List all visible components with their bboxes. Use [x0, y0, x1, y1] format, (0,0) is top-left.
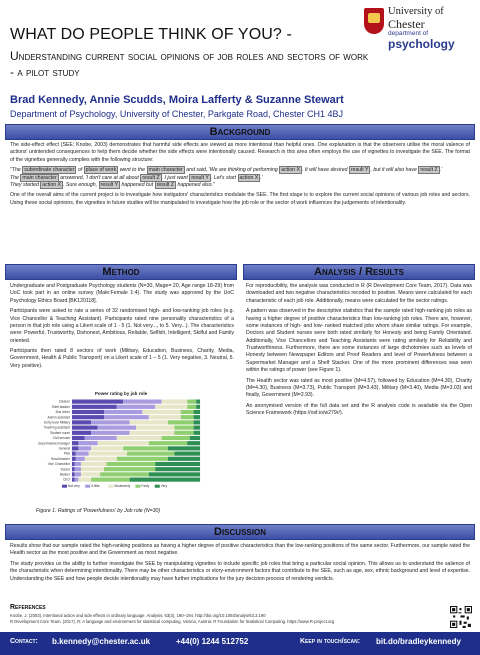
analysis-heading: Analysis / Results [243, 264, 475, 280]
chart-bar-segment [168, 420, 194, 424]
method-section [10, 283, 234, 373]
chart-bar-segment [168, 457, 200, 461]
chart-bar-segment [72, 436, 85, 440]
chart-bar-segment [91, 446, 123, 450]
references-heading: References [10, 604, 46, 611]
chart-bar-segment [130, 420, 168, 424]
chart-category-label: Civil servant [52, 436, 70, 441]
method-p2: Participants were asked to rate a series of 32 randomised high- and low-ranking job roles (e.g. Vice Chancellor & Teaching Assistant). Participants rated nine personality characteristics of a person in that job role using a Likert scale of 1 - 5 (1. Not very..., to 5. Very...). The characteristics were: Powerful, Trustworthy, Dishonest, Ambitious, Reliable, Selfish, Intelligent, Skilful and Family oriented. [10, 308, 234, 344]
analysis-section [246, 283, 472, 420]
chart-category-label: Bus driver [55, 410, 70, 415]
chart-bar-segment [72, 472, 75, 476]
chart-legend-label: A little [91, 484, 100, 489]
hl-place: place of work [85, 167, 117, 174]
chart-bar-segment [72, 420, 91, 424]
chart-bar-segment [194, 415, 200, 419]
contact-email-link[interactable]: b.kennedy@chester.ac.uk [52, 637, 151, 646]
chart-bar-segment [149, 441, 187, 445]
chart-bar-segment [190, 436, 200, 440]
chart-bar-segment [75, 467, 81, 471]
method-p3: Participants then rated 8 sectors of work (Military, Education, Business, Charity, Media, Government, Health & Public Transport) on a Likert scale of 1 – 5 (1. Very negative, 3. Neutral, 5. Very positive). [10, 348, 234, 369]
logo-university-text: University of Chester [388, 6, 444, 31]
chart-bar-segment [81, 467, 104, 471]
qr-code-icon[interactable] [450, 606, 472, 628]
chart-legend-label: Not very [68, 484, 80, 489]
authors: Brad Kennedy, Annie Scudds, Moira Lafferty & Suzanne Stewart [10, 94, 344, 106]
contact-label: Contact: [10, 638, 38, 645]
background-heading: Background [5, 124, 475, 140]
university-logo [364, 6, 474, 54]
chart-bar-segment [81, 462, 107, 466]
background-section [10, 142, 470, 210]
chart-bar-segment [196, 405, 200, 409]
chart-bar-segment [123, 446, 168, 450]
chart-legend-swatch [108, 485, 113, 488]
chart-category-label: Head teacher [50, 456, 70, 461]
chart-bar-segment [123, 400, 161, 404]
vignette-template: "The subordinate character of place of work went to the main character and said, 'We are thinking of performing action X . It will have desired result Y , but it will also have result Z .' The main character answered, 'I don't care at all about result Z . I just want result Y . Let's start action X .' They started action X . Sure enough, result Y happened but result Z happened also." [10, 167, 443, 188]
chart-bar-segment [149, 415, 181, 419]
chart-legend-label: Fairly [141, 484, 150, 489]
background-p1: The side-effect effect (SEE; Knobe, 2003) demonstrates that harmful side effects are viewed as more intentional than helpful ones. One explanation is that the observers utilise the moral valence of actions' unintended consequences to help them decide whether the side effects were intentionally caused. Research in this area often employs the use of vignettes to investigate the SEE. The format of the vignettes generally complies with the following structure: [10, 142, 470, 163]
chart-bar-segment [194, 431, 200, 435]
analysis-p4: An anonymised version of the full data set and the R analysis code is available via the Open Science Framework (https://osf.io/w279r/). [246, 402, 472, 416]
chart-bar-segment [72, 415, 104, 419]
chart-bar-segment [76, 452, 89, 456]
chart-bar-segment [75, 478, 79, 482]
chart-bar-segment [196, 400, 200, 404]
chart-bar-segment [104, 415, 149, 419]
chart-bar-segment [155, 462, 200, 466]
method-heading: Method [5, 264, 237, 280]
affiliation: Department of Psychology, University of Chester, Parkgate Road, Chester CH1 4BJ [10, 109, 343, 119]
chart-bar-segment [117, 405, 155, 409]
chart-bar-segment [130, 478, 200, 482]
chart-bar-segment [91, 478, 129, 482]
chart-bar-segment [72, 431, 91, 435]
reference-item: R Development Core Team. (2017). R: A language and environment for statistical computing. Vienna, Austria: R Foundation for Statistical Computing. https://www.R-project.org [10, 618, 335, 624]
chart-bar-segment [78, 446, 91, 450]
chart-bar-segment [155, 405, 187, 409]
chart-bar-segment [174, 431, 193, 435]
chart-bar-segment [72, 478, 75, 482]
contact-phone: +44(0) 1244 512752 [176, 637, 249, 646]
chart-bar-segment [149, 472, 200, 476]
chart-bar-segment [142, 410, 180, 414]
power-rating-chart [36, 391, 206, 497]
chart-bar-segment [72, 452, 76, 456]
chart-bar-segment [168, 446, 200, 450]
discussion-heading: Discussion [5, 524, 475, 540]
chart-bar-segment [72, 400, 123, 404]
chart-bar-segment [85, 457, 117, 461]
figure-caption: Figure 1. Ratings of 'Powerfulness' by Job role (N=30) [36, 508, 161, 514]
analysis-p1: For reproducibility, the analysis was conducted in R (R Development Core Team, 2017). Data was downloaded and two negative characteristics recoded to positive. Means were calculated for each characteristic of each job role. Additionally, means were calculated for the sector ratings. [246, 283, 472, 304]
chart-bar-segment [91, 431, 129, 435]
chart-bar-segment [194, 420, 200, 424]
chart-bar-segment [78, 441, 97, 445]
chart-bar-segment [181, 410, 194, 414]
background-p2: One of the overall aims of the current project is to investigate how instigators' characteristics modulate the SEE. The first stage is to explore the current social opinions of various job roles and sectors. Using these social opinions, the vignettes in future studies will be manipulated to investigate how the job role or the sector of work influences the judgements of intentionality. [10, 192, 470, 206]
chart-bar-segment [181, 415, 194, 419]
chart-legend-swatch [85, 485, 90, 488]
analysis-p2: A pattern was observed in the descriptive statistics that the sample rated high-ranking job roles as having a higher degree of positive characteristics than low-ranking job roles. There are, however, some instances of high- and low- ranked matched jobs whom share similar ratings. For example, Doctors and Student nurses were both rated similarly for Honesty and being Family Orientated. Additionally, Vice Chancellors and Teaching Assistants were rating similarly for Reliability and Trustworthiness. Furthermore, there are some instances of large dichotomies such as levels of Honesty between Newspaper Editors and Proof Readers and level of Powerfulness between a Supermarket Manager and a Shelf Stacker. One of the more prominent differences was seen within the ratings of power (see Figure 1). [246, 308, 472, 374]
chart-bar-segment [136, 426, 174, 430]
contact-bar [0, 632, 480, 655]
discussion-p1: Results show that our sample rated the high-ranking positions as having a higher degree of positive characteristics than the low-ranking positions of the same sector. Furthermore, our sample rated the Health sector as the most positive and the Government as most negative. [10, 543, 470, 557]
method-p1: Undergraduate and Postgraduate Psychology students (N=30, Mage= 20, Age range 18-29) from UoC took part in an online survey (Male:Female 1:4). The study was approved by the UoC Psychology Ethics Board [BK120118]. [10, 283, 234, 304]
reference-item: Knobe, J. (2003). Intentional action and side effects in ordinary language. Analysis, 63(3), 190–194. http://doi.org/10.1093/analys/63.3.190 [10, 613, 266, 618]
chart-category-label: General [58, 446, 70, 451]
chart-bar-segment [107, 462, 156, 466]
chart-bar-segment [72, 457, 76, 461]
chart-bar-segment [98, 426, 136, 430]
chart-bar-segment [72, 405, 117, 409]
chart-legend-label: Very [160, 484, 168, 489]
chart-legend-swatch [135, 485, 140, 488]
chart-category-label: Pilot [63, 451, 70, 456]
chart-bar-segment [162, 436, 190, 440]
chart-title: Power rating by job role [94, 391, 148, 396]
keep-in-touch-label: Keep in touch/scan: [300, 638, 361, 645]
chart-bar-segment [187, 441, 200, 445]
chart-category-label: Teaching assistant [43, 425, 70, 430]
chart-bar-segment [187, 405, 196, 409]
website-link[interactable]: bit.do/bradleykennedy [376, 637, 461, 646]
discussion-p2: The study provides us the ability to further investigate the SEE by manipulating vignettes to include specific job roles that bring a particular social opinion. This allows us to understand the salience of the characteristic when determining intentionality. There may be other characteristics or story-environment factors that contribute to the SEE, such as age, sex, ethnic background and level of expertise. Understanding the SEE and how people decide intentionality may have further implications for the jury decision process of rendering verdicts. [10, 560, 470, 582]
chart-bar-segment [187, 400, 196, 404]
chart-bar-segment [91, 420, 129, 424]
chart-bar-segment [72, 446, 78, 450]
discussion-section [10, 543, 470, 586]
poster-subtitle: Understanding current social opinions of job roles and sectors of work - a pilot study [10, 49, 369, 80]
chart-bar-segment [78, 478, 91, 482]
chart-category-label: Vice Chancellor [47, 462, 70, 467]
chart-category-label: Banker [59, 472, 70, 477]
chart-category-label: Doctor [60, 467, 70, 472]
chart-category-label: Cleaner [58, 399, 70, 404]
chart-bar-segment [162, 400, 188, 404]
chart-bar-segment [174, 452, 200, 456]
references-list [10, 613, 410, 625]
analysis-p3: The Health sector was rated as most positive (M=4.57), followed by Education (M=4.30), Charity (M=4.30), Business (M=3.73), Public Transport (M=3.43), Military (M=3.40), Media (M=3.03) and finally, Government (M=2.93). [246, 377, 472, 399]
chart-bar-segment [72, 462, 75, 466]
chart-svg [36, 397, 206, 497]
chart-category-label: Supermarket manager [38, 441, 70, 446]
hl-subordinate: subordinate character [24, 167, 75, 174]
chart-bar-segment [174, 426, 193, 430]
chart-bar-segment [194, 426, 200, 430]
chart-bar-segment [98, 441, 149, 445]
logo-subject-text: psychology [388, 37, 455, 51]
chart-bar-segment [72, 426, 98, 430]
chart-bar-segment [72, 467, 75, 471]
chart-bar-segment [127, 452, 174, 456]
chart-category-label: Admin assistant [47, 415, 70, 420]
chart-bar-segment [76, 457, 85, 461]
logo-dept-text: department of [388, 30, 429, 37]
chart-bar-segment [130, 431, 175, 435]
chart-category-label: Shelf stacker [51, 404, 70, 409]
chart-bar-segment [72, 441, 78, 445]
poster-title: WHAT DO PEOPLE THINK OF YOU? - [10, 26, 292, 43]
chart-category-label: CEO [63, 477, 70, 482]
chart-bar-segment [85, 436, 117, 440]
chart-category-label: Student nurse [50, 430, 70, 435]
chart-bar-segment [75, 462, 81, 466]
chart-bar-segment [104, 410, 142, 414]
chart-bar-segment [89, 452, 127, 456]
chart-bar-segment [81, 472, 100, 476]
chart-legend-swatch [62, 485, 67, 488]
chart-legend-label: Moderately [114, 484, 131, 489]
hl-main: main character [148, 167, 183, 174]
chart-bar-segment [100, 472, 149, 476]
chart-bar-segment [194, 410, 200, 414]
chart-bar-segment [155, 467, 200, 471]
chart-bar-segment [104, 467, 155, 471]
chart-bar-segment [75, 472, 81, 476]
chart-bar-segment [117, 457, 168, 461]
chart-legend-swatch [155, 485, 160, 488]
chart-category-label: Entry level Military [44, 420, 70, 425]
chart-bar-segment [117, 436, 162, 440]
chart-bar-segment [72, 410, 104, 414]
